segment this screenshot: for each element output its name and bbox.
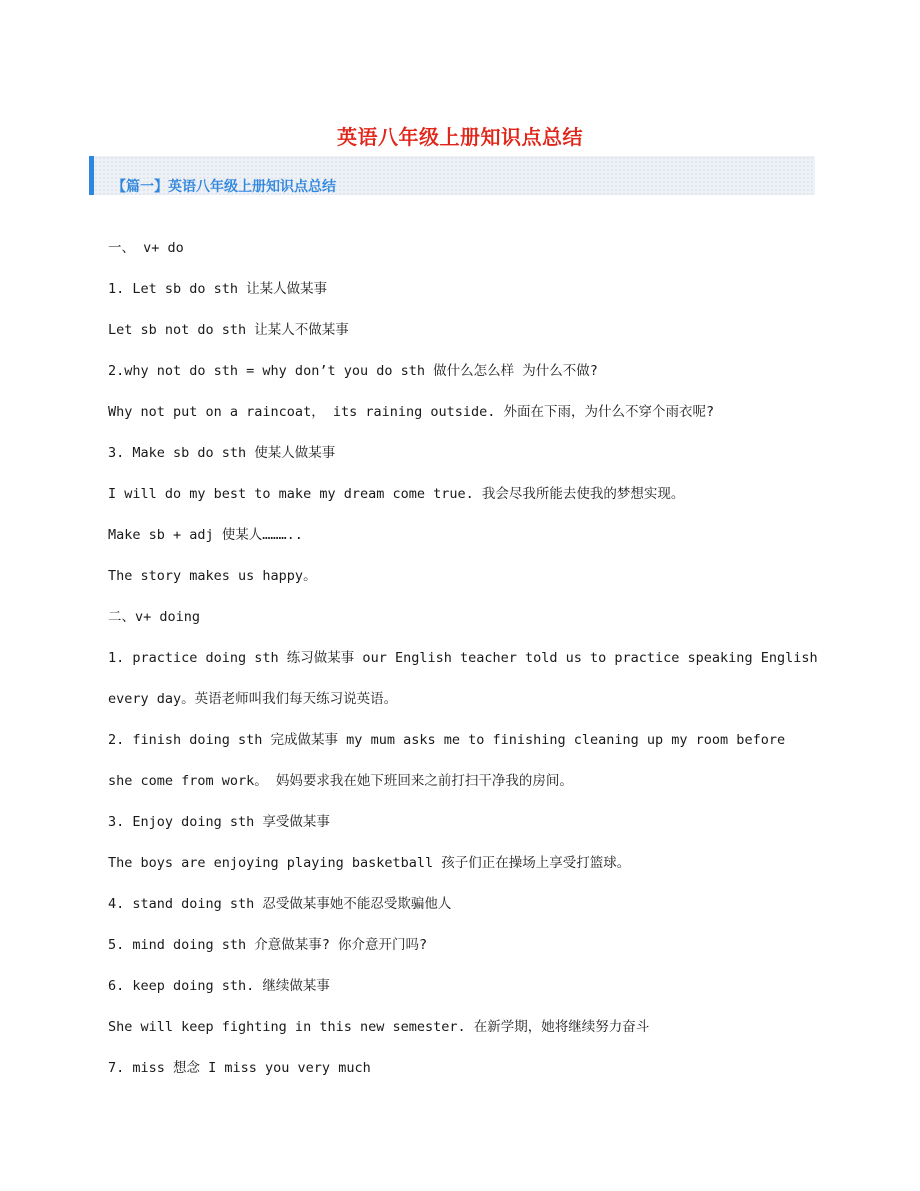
text-line: I will do my best to make my dream come true. 我会尽我所能去使我的梦想实现。 bbox=[108, 486, 685, 502]
page-title: 英语八年级上册知识点总结 bbox=[337, 125, 583, 150]
text-line: The boys are enjoying playing basketball 孩子们正在操场上享受打篮球。 bbox=[108, 855, 631, 871]
text-line: every day。英语老师叫我们每天练习说英语。 bbox=[108, 691, 398, 707]
text-line: Why not put on a raincoat， its raining outside. 外面在下雨，为什么不穿个雨衣呢? bbox=[108, 404, 715, 420]
section-header-label: 【篇一】英语八年级上册知识点总结 bbox=[112, 179, 336, 195]
text-line: 2. finish doing sth 完成做某事 my mum asks me to finishing cleaning up my room before bbox=[108, 732, 786, 748]
text-line: 3. Make sb do sth 使某人做某事 bbox=[108, 445, 336, 461]
section-header-banner bbox=[89, 156, 815, 195]
text-line: The story makes us happy。 bbox=[108, 568, 317, 584]
text-line: She will keep fighting in this new semester. 在新学期，她将继续努力奋斗 bbox=[108, 1019, 650, 1035]
text-line: 6. keep doing sth. 继续做某事 bbox=[108, 978, 330, 994]
text-line: 7. miss 想念 I miss you very much bbox=[108, 1060, 371, 1076]
document-body bbox=[108, 237, 820, 1098]
text-line-heading-v-doing: 二、v+ doing bbox=[108, 609, 201, 625]
text-line-heading-v-do: 一、 v+ do bbox=[108, 240, 184, 256]
text-line: she come from work。 妈妈要求我在她下班回来之前打扫干净我的房间。 bbox=[108, 773, 573, 789]
text-line: 2.why not do sth = why don’t you do sth 做什么怎么样 为什么不做? bbox=[108, 363, 598, 379]
text-line: 1. Let sb do sth 让某人做某事 bbox=[108, 281, 328, 297]
text-line: Make sb + adj 使某人……….. bbox=[108, 527, 303, 543]
text-line: 3. Enjoy doing sth 享受做某事 bbox=[108, 814, 330, 830]
text-line: 5. mind doing sth 介意做某事? 你介意开门吗? bbox=[108, 937, 428, 953]
text-line: 4. stand doing sth 忍受做某事她不能忍受欺骗他人 bbox=[108, 896, 452, 912]
text-line: Let sb not do sth 让某人不做某事 bbox=[108, 322, 349, 338]
text-line: 1. practice doing sth 练习做某事 our English teacher told us to practice speaking English bbox=[108, 650, 818, 666]
